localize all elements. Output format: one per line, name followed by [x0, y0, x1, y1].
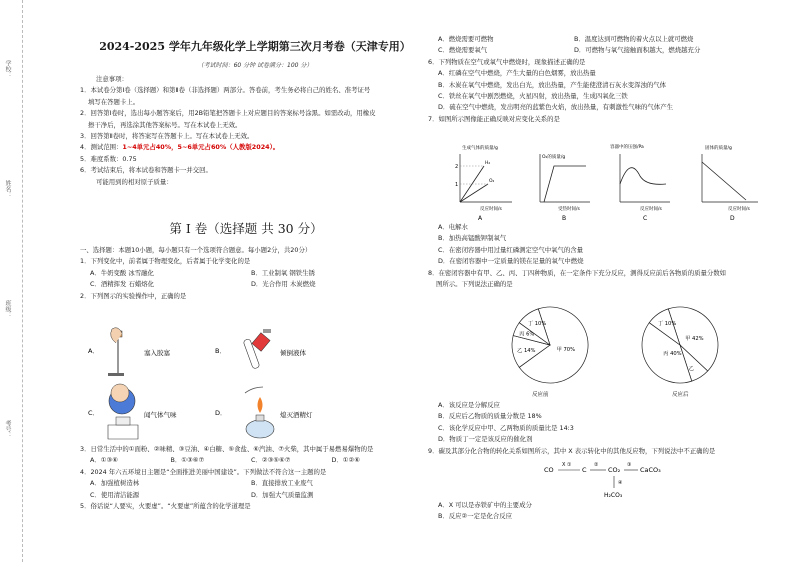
q3-option-d[interactable]: D．①②⑥ [331, 456, 360, 465]
q8-stem-2: 图所示。下列说法正确的是 [436, 280, 513, 289]
q5-option-b[interactable]: B．温度达到可燃物的着火点以上就可燃烧 [574, 35, 694, 43]
pie-label-丁: 丁 10% [527, 320, 547, 327]
binding-label-id: 考号： [4, 420, 11, 438]
q6-option-c[interactable]: C．铁丝在氧气中剧烈燃烧，火星四射，放出热量，生成四氧化三铁 [438, 92, 628, 101]
q2-figure-c [88, 384, 138, 439]
q5-options-row1 [428, 34, 778, 45]
notes-heading: 注意事项： [96, 75, 128, 83]
q7-graph-d [702, 144, 758, 222]
q3-option-c[interactable]: C．②③⑤⑥⑦ [251, 456, 291, 465]
q7-graph-b-ylabel: O₂的质量/g [542, 155, 566, 160]
q1-option-d[interactable]: D．光合作用 木炭燃烧 [251, 280, 316, 289]
q9-node-co2: CO₂ [608, 466, 621, 474]
svg-text:D: D [730, 215, 735, 222]
q8-option-b[interactable]: B．反应后乙物质的质量分数是 18% [438, 412, 542, 421]
q2-label-b: 倾倒液体 [280, 349, 306, 357]
q7-graph-b-xlabel: 受热时间/s [558, 207, 580, 212]
note-2: 2．回答第Ⅰ卷时，选出每小题答案后，用2B铅笔把答题卡上对应题目的答案标号涂黑。如需改动，用橡皮 [80, 109, 376, 118]
q4-options-row2 [80, 490, 412, 501]
note-6: 6．考试结束后，将本试卷和答题卡一并交回。 [80, 166, 212, 175]
q4-option-c[interactable]: C．使用清洁能源 [90, 490, 140, 499]
q9-node-c: C [582, 466, 587, 474]
svg-text:C: C [643, 215, 648, 222]
q6-option-d[interactable]: D．硫在空气中燃烧，发出明亮的蓝紫色火焰，放出热量，有刺激性气味的气体产生 [438, 103, 673, 112]
svg-text:②: ② [594, 462, 599, 468]
q4-options-row1 [80, 478, 412, 489]
q2-figure-d [215, 387, 274, 438]
q1-option-c[interactable]: C．酒精挥发 石蜡熔化 [90, 280, 155, 289]
q5-option-a[interactable]: A．燃烧需要可燃物 [438, 35, 494, 43]
q2-figures [80, 323, 412, 441]
part1-instructions: 一、选择题：本题10小题，每小题只有一个选项符合题意。每小题2分，共20分） [80, 246, 312, 254]
q8-option-a[interactable]: A．该反应是分解反应 [438, 401, 500, 409]
q4-option-b[interactable]: B．直接排放工业废气 [251, 479, 313, 488]
note-1: 1．本试卷分第Ⅰ卷（选择题）和第Ⅱ卷（非选择题）两部分。答卷前，考生务必将自己的姓名、准考证号 [80, 86, 371, 95]
svg-text:X ①: X ① [562, 462, 572, 468]
q7-option-c[interactable]: C．在密闭容器中用过量红磷测定空气中氧气的含量 [438, 245, 584, 254]
q2-stem: 2．下列图示的实验操作中，正确的是 [80, 291, 187, 300]
q7-graphs [440, 140, 780, 222]
q8-caption-before: 反应前 [532, 392, 549, 398]
q9-node-h2co3: H₂CO₃ [604, 492, 623, 499]
q9-options-block [428, 500, 778, 523]
svg-text:O₂: O₂ [489, 179, 495, 184]
q4-option-a[interactable]: A．加强植树造林 [90, 479, 140, 488]
binding-label-school: 学校： [4, 60, 11, 78]
q7-graph-c [610, 143, 670, 222]
questions-left [80, 245, 412, 302]
svg-text:2: 2 [455, 164, 459, 170]
q3-options [80, 455, 412, 466]
q1-option-b[interactable]: B．工业制氧 钢铁生锈 [251, 268, 315, 277]
q8-options-block [428, 400, 778, 457]
q3-stem: 3．日常生活中的①面粉、②味精、③豆油、④白糖、⑤食盐、⑥汽油、⑦火柴，其中属于易燃易爆物的是 [80, 445, 374, 453]
q8-option-d[interactable]: D．物质丁一定是该反应的催化剂 [438, 435, 533, 444]
exam-subtitle: （考试时间：60 分钟 试卷满分：100 分） [197, 62, 313, 69]
svg-text:A: A [478, 215, 483, 222]
q7-graph-c-xlabel: 反应时间/s [640, 207, 662, 212]
q6-option-a[interactable]: A．红磷在空气中燃烧，产生大量的白色烟雾，放出热量 [438, 69, 596, 78]
q5-option-c[interactable]: C．燃烧需要氧气 [438, 46, 488, 55]
questions-left-lower [80, 444, 412, 512]
svg-text:③: ③ [627, 462, 632, 468]
svg-text:1: 1 [455, 182, 459, 188]
q7-graph-a-ylabel: 生成气体的质量/g [462, 146, 498, 151]
q1-option-a[interactable]: A．牛奶变酸 冰雪融化 [90, 268, 154, 277]
note-7: 可能用到的相对原子质量： [96, 177, 173, 186]
note-4-prefix: 4．测试范围： [80, 143, 123, 152]
q7-options-block [428, 222, 778, 290]
note-3: 3．回答第Ⅱ卷时，将答案写在答题卡上。写在本试卷上无效。 [80, 132, 254, 141]
q3-option-a[interactable]: A．①③⑥ [90, 456, 118, 465]
q7-stem: 7．如图所示图像能正确反映对应变化关系的是 [428, 114, 560, 123]
q7-graph-d-xlabel: 反应时间/s [728, 207, 750, 212]
q8-option-c[interactable]: C．该化学反应中甲、乙两物质的质量比是 14:3 [438, 423, 574, 432]
q9-stem: 9．碳及其部分化合物的转化关系如图所示，其中 X 表示转化中的其他反应物，下列说法中不正确的是 [428, 446, 716, 455]
q1-stem: 1．下列变化中，前者属于物理变化，后者属于化学变化的是 [80, 257, 251, 266]
q8-stem: 8．在密闭容器中有甲、乙、丙、丁四种物质，在一定条件下充分反应，测得反应前后各物质的质量分数如 [428, 268, 727, 277]
svg-text:④: ④ [618, 480, 623, 486]
svg-text:H₂: H₂ [485, 161, 491, 166]
svg-text:C．: C． [88, 409, 100, 417]
q2-figure-a [88, 328, 124, 376]
q7-graph-a [455, 144, 512, 222]
q7-graph-b [540, 153, 590, 222]
q1-options-row2 [80, 279, 412, 290]
q6-stem: 6．下列物质在空气或氧气中燃烧时，现象描述正确的是 [428, 57, 586, 66]
q2-label-d: 熄灭酒精灯 [280, 411, 313, 419]
section-heading: 第 I 卷（选择题 共 30 分） [169, 221, 323, 236]
q5-stem: 5．俗话说“人要实，火要虚”。“火要虚”所蕴含的化学道理是 [80, 502, 251, 511]
q1-options-row1 [80, 268, 412, 279]
notes-block [80, 74, 412, 188]
binding-strip [0, 0, 23, 562]
q9-option-a[interactable]: A．X 可以是赤铁矿中的主要成分 [438, 501, 532, 509]
q5-option-d[interactable]: D．可燃物与氧气接触面积越大，燃烧越充分 [574, 46, 701, 55]
note-5: 5．难度系数：0.75 [80, 154, 137, 163]
q2-figure-b [215, 329, 271, 369]
q6-option-b[interactable]: B．木炭在氧气中燃烧，发出白光，放出热量，产生能使澄清石灰水变浑浊的气体 [438, 80, 667, 89]
note-4 [80, 142, 412, 153]
pie-label-甲: 甲 70% [556, 347, 576, 354]
q7-option-d[interactable]: D．在密闭容器中一定质量的镁在足量的氧气中燃烧 [438, 257, 584, 266]
note-2b: 擦干净后，再选涂其他答案标号。写在本试卷上无效。 [88, 120, 242, 129]
pie-label-甲: 甲 42% [685, 335, 704, 342]
q4-option-d[interactable]: D．加强大气质量监测 [251, 490, 314, 499]
pie-label-乙: 乙 14% [517, 348, 536, 355]
note-1b: 填写在答题卡上。 [88, 97, 140, 106]
q9-conversion-diagram [540, 456, 670, 500]
svg-text:D．: D． [215, 409, 227, 417]
pie-label-乙: 乙 [688, 366, 694, 373]
svg-text:A．: A． [88, 347, 99, 355]
binding-label-class: 班级： [4, 300, 11, 318]
q9-node-caco3: CaCO₃ [640, 466, 661, 474]
q8-caption-after: 反应后 [672, 392, 689, 398]
pie-label-丙: 丙 6% [519, 331, 535, 338]
q7-option-b[interactable]: B．加热高锰酸钾制氧气 [438, 234, 507, 243]
exam-title: 2024-2025 学年九年级化学上学期第三次月考卷（天津专用） [99, 40, 411, 53]
q7-graph-c-ylabel: 容器中的压强/Pa [610, 145, 644, 150]
questions-right [428, 34, 778, 125]
q2-label-c: 闻气体气味 [144, 411, 177, 419]
q9-option-b[interactable]: B．反应②一定是化合反应 [438, 512, 513, 521]
svg-text:B．: B． [215, 347, 226, 355]
svg-text:B: B [562, 215, 567, 222]
q4-stem: 4．2024 年六五环境日主题是“全面推进美丽中国建设”。下列做法不符合这一主题的是 [80, 467, 327, 476]
note-4-scope: 1~4单元占40%，5~6单元占60%（人教版2024）。 [122, 143, 280, 152]
q3-option-b[interactable]: B．①③⑥⑦ [170, 456, 205, 465]
q9-node-co: CO [544, 466, 554, 474]
q7-option-a[interactable]: A．电解水 [438, 223, 468, 231]
q7-graph-d-ylabel: 固体的质量/g [705, 146, 732, 151]
q5-options-row2 [428, 45, 778, 56]
pie-label-丁: 丁 10% [657, 320, 677, 327]
q7-graph-a-xlabel: 反应时间/s [480, 207, 502, 212]
q2-label-a: 塞入胶塞 [144, 349, 170, 357]
q8-pie-charts [490, 300, 740, 400]
pie-label-丙: 丙 40% [663, 350, 682, 357]
binding-label-name: 姓名： [4, 180, 11, 198]
